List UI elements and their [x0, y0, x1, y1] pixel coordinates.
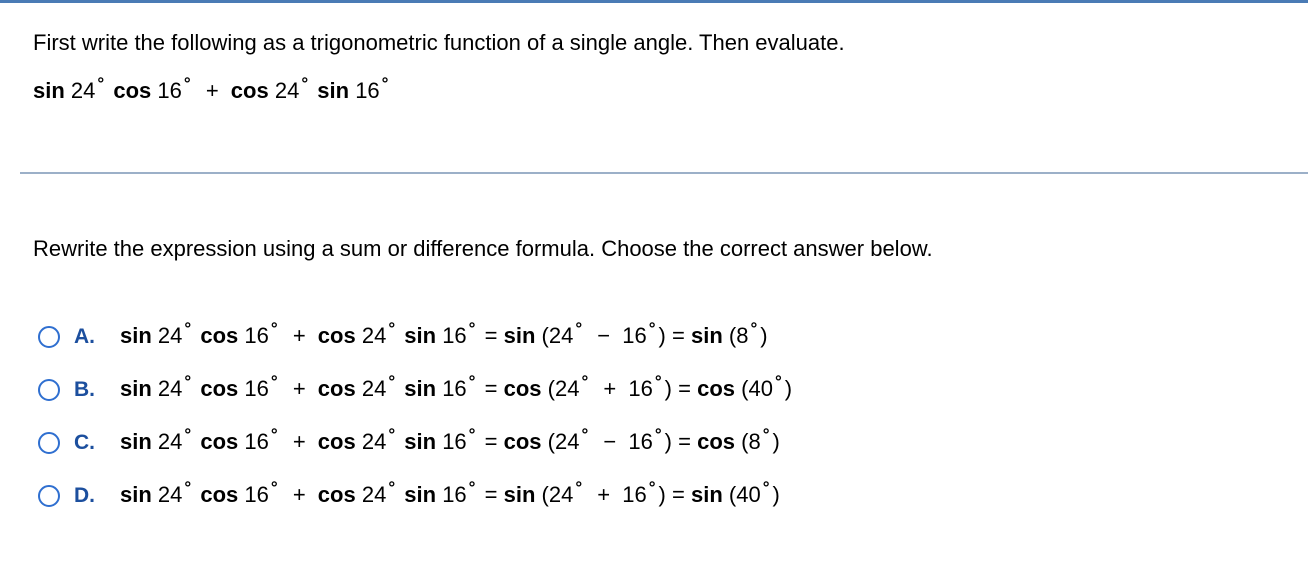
term-fn: sin	[120, 375, 152, 401]
degree-mark: °	[654, 424, 662, 444]
degree-mark: °	[468, 424, 476, 444]
term-angle: 24	[361, 322, 387, 348]
degree-mark: °	[468, 318, 476, 338]
term-angle: 24	[361, 428, 387, 454]
result-angle: 40	[736, 481, 761, 507]
term-fn: cos	[230, 78, 269, 103]
term-angle: 16	[442, 481, 467, 507]
degree-mark: °	[468, 477, 476, 497]
answer-options	[38, 310, 1238, 522]
result-angle: 8	[736, 322, 749, 348]
close-paren: )	[772, 481, 780, 507]
answer-option-c[interactable]	[38, 416, 1238, 469]
equals-sign: =	[672, 322, 685, 348]
degree-mark: °	[184, 477, 192, 497]
close-paren: )	[664, 375, 672, 401]
degree-mark: °	[388, 424, 396, 444]
term-fn: sin	[404, 375, 437, 401]
equals-sign: =	[484, 481, 498, 507]
term-angle: 16	[244, 428, 269, 454]
question-block	[33, 28, 1283, 110]
formula-angle-a: 24	[548, 481, 574, 507]
degree-mark: °	[184, 318, 192, 338]
term-fn: cos	[200, 481, 239, 507]
formula-operator: +	[603, 375, 617, 401]
equals-sign: =	[484, 428, 498, 454]
formula-operator: +	[597, 481, 611, 507]
degree-mark: °	[575, 477, 583, 497]
option-letter: D.	[74, 483, 95, 507]
term-fn: sin	[404, 428, 437, 454]
degree-mark: °	[575, 318, 583, 338]
answer-option-d[interactable]	[38, 469, 1238, 522]
formula-angle-b: 16	[628, 428, 653, 454]
close-paren: )	[760, 322, 768, 348]
degree-mark: °	[388, 318, 396, 338]
plus-operator: +	[292, 428, 306, 454]
question-instruction: First write the following as a trigonometric function of a single angle. Then evaluate.	[33, 30, 845, 55]
degree-mark: °	[270, 318, 278, 338]
term-fn: cos	[317, 322, 356, 348]
term-fn: cos	[200, 428, 239, 454]
equals-sign: =	[678, 428, 691, 454]
degree-mark: °	[388, 477, 396, 497]
degree-mark: °	[381, 74, 389, 93]
degree-mark: °	[581, 371, 589, 391]
formula-angle-a: 24	[554, 375, 580, 401]
equals-sign: =	[484, 375, 498, 401]
answer-prompt: Rewrite the expression using a sum or difference formula. Choose the correct answer below.	[33, 236, 933, 261]
plus-operator: +	[292, 322, 306, 348]
degree-mark: °	[762, 477, 770, 497]
answer-option-a[interactable]	[38, 310, 1238, 363]
answer-option-b[interactable]	[38, 363, 1238, 416]
term-angle: 16	[157, 78, 182, 103]
term-fn: sin	[120, 428, 152, 454]
result-fn: sin	[690, 322, 723, 348]
plus-operator: +	[205, 78, 219, 103]
close-paren: )	[658, 322, 666, 348]
option-letter: A.	[74, 324, 95, 348]
term-fn: sin	[33, 78, 65, 103]
term-fn: sin	[404, 322, 437, 348]
result-angle: 40	[748, 375, 773, 401]
term-angle: 16	[442, 322, 467, 348]
term-angle: 24	[274, 78, 300, 103]
term-fn: sin	[317, 78, 350, 103]
open-paren: (	[741, 375, 749, 401]
question-expression	[33, 74, 1283, 110]
formula-fn: sin	[503, 481, 536, 507]
open-paren: (	[547, 428, 555, 454]
equals-sign: =	[484, 322, 498, 348]
result-fn: cos	[697, 428, 736, 454]
term-angle: 24	[157, 428, 183, 454]
radio-button[interactable]	[38, 326, 60, 348]
formula-angle-b: 16	[622, 481, 647, 507]
term-fn: cos	[113, 78, 152, 103]
radio-button[interactable]	[38, 379, 60, 401]
degree-mark: °	[270, 424, 278, 444]
open-paren: (	[741, 428, 749, 454]
formula-fn: cos	[503, 428, 542, 454]
degree-mark: °	[183, 74, 191, 93]
term-angle: 16	[355, 78, 380, 103]
option-letter: B.	[74, 377, 95, 401]
formula-angle-a: 24	[548, 322, 574, 348]
plus-operator: +	[292, 481, 306, 507]
degree-mark: °	[184, 424, 192, 444]
plus-operator: +	[292, 375, 306, 401]
degree-mark: °	[581, 424, 589, 444]
degree-mark: °	[270, 477, 278, 497]
formula-operator: −	[597, 322, 611, 348]
option-expression	[120, 372, 792, 408]
open-paren: (	[541, 322, 549, 348]
radio-button[interactable]	[38, 485, 60, 507]
formula-angle-b: 16	[622, 322, 647, 348]
option-expression	[120, 319, 768, 355]
term-angle: 24	[157, 322, 183, 348]
term-angle: 24	[157, 481, 183, 507]
formula-fn: sin	[503, 322, 536, 348]
term-fn: cos	[317, 481, 356, 507]
degree-mark: °	[648, 477, 656, 497]
degree-mark: °	[270, 371, 278, 391]
term-angle: 16	[244, 481, 269, 507]
open-paren: (	[728, 322, 737, 348]
degree-mark: °	[648, 318, 656, 338]
term-fn: sin	[404, 481, 437, 507]
top-border	[0, 0, 1308, 3]
degree-mark: °	[750, 318, 758, 338]
term-angle: 24	[361, 481, 387, 507]
term-angle: 16	[442, 375, 467, 401]
degree-mark: °	[184, 371, 192, 391]
formula-angle-a: 24	[554, 428, 580, 454]
term-angle: 16	[244, 375, 269, 401]
term-angle: 24	[361, 375, 387, 401]
term-angle: 24	[157, 375, 183, 401]
formula-operator: −	[603, 428, 617, 454]
term-angle: 16	[442, 428, 467, 454]
degree-mark: °	[654, 371, 662, 391]
formula-fn: cos	[503, 375, 542, 401]
close-paren: )	[784, 375, 793, 401]
close-paren: )	[658, 481, 666, 507]
section-divider	[20, 172, 1308, 174]
degree-mark: °	[762, 424, 770, 444]
result-fn: sin	[690, 481, 723, 507]
term-fn: sin	[120, 322, 152, 348]
term-angle: 16	[244, 322, 269, 348]
option-letter: C.	[74, 430, 95, 454]
term-fn: cos	[200, 375, 239, 401]
equals-sign: =	[678, 375, 691, 401]
degree-mark: °	[301, 74, 309, 93]
result-fn: cos	[697, 375, 736, 401]
term-fn: cos	[317, 428, 356, 454]
term-angle: 24	[70, 78, 96, 103]
term-fn: cos	[317, 375, 356, 401]
open-paren: (	[541, 481, 549, 507]
equals-sign: =	[672, 481, 685, 507]
radio-button[interactable]	[38, 432, 60, 454]
open-paren: (	[728, 481, 737, 507]
degree-mark: °	[468, 371, 476, 391]
close-paren: )	[664, 428, 672, 454]
degree-mark: °	[774, 371, 782, 391]
option-expression	[120, 478, 780, 514]
degree-mark: °	[388, 371, 396, 391]
term-fn: cos	[200, 322, 239, 348]
formula-angle-b: 16	[628, 375, 653, 401]
open-paren: (	[547, 375, 555, 401]
close-paren: )	[772, 428, 780, 454]
result-angle: 8	[748, 428, 761, 454]
term-fn: sin	[120, 481, 152, 507]
degree-mark: °	[97, 74, 105, 93]
option-expression	[120, 425, 780, 461]
